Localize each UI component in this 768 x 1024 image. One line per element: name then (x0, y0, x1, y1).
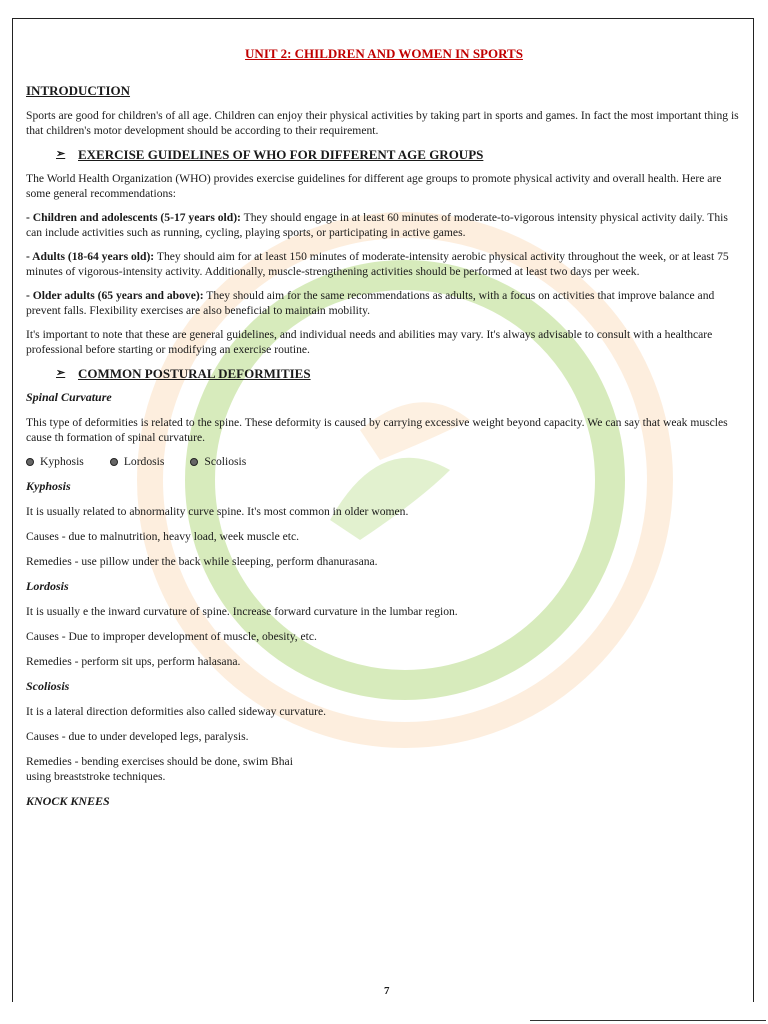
spinal-heading: Spinal Curvature (26, 390, 112, 404)
lordosis-description: It is usually e the inward curvature of spine. Increase forward curvature in the lumbar region. (26, 605, 458, 618)
who-heading-text: EXERCISE GUIDELINES OF WHO FOR DIFFERENT AGE GROUPS (78, 147, 484, 162)
who-adults (26, 249, 742, 279)
bullet-dot-icon (190, 458, 198, 466)
spinal-text: This type of deformities is related to the spine. These deformity is caused by carrying excessive weight beyond capacity. We can say that weak muscles cause th formation of spinal curvature. (26, 416, 728, 444)
list-item: Scoliosis (190, 454, 246, 469)
list-item: Kyphosis (26, 454, 84, 469)
kyphosis-heading: Kyphosis (26, 479, 71, 493)
scoliosis-causes: Causes - due to under developed legs, paralysis. (26, 730, 249, 743)
who-older-text: They should aim for the same recommendations as adults, with a focus on activities that improve balance and prevent falls. Flexibility exercises are also beneficial to maintain mobility. (26, 289, 715, 317)
arrow-bullet-icon: ➢ (56, 148, 66, 160)
who-adults-label: - Adults (18-64 years old): (26, 250, 155, 263)
scoliosis-remedies (26, 754, 742, 784)
postural-heading (56, 366, 742, 381)
arrow-bullet-icon: ➢ (56, 367, 66, 379)
lordosis-remedies: Remedies - perform sit ups, perform halasana. (26, 655, 241, 668)
who-intro: The World Health Organization (WHO) provides exercise guidelines for different age groups to promote physical activity and overall health. Here are some general recommendations: (26, 172, 722, 200)
unit-title: UNIT 2: CHILDREN AND WOMEN IN SPORTS (245, 46, 523, 61)
introduction-heading: INTRODUCTION (26, 83, 131, 98)
bullet-dot-icon (110, 458, 118, 466)
lordosis-causes: Causes - Due to improper development of muscle, obesity, etc. (26, 630, 317, 643)
who-heading (56, 147, 742, 162)
bottom-divider (530, 1020, 766, 1021)
kyphosis-remedies: Remedies - use pillow under the back while sleeping, perform dhanurasana. (26, 555, 378, 568)
scoliosis-remedies-line2: using breaststroke techniques. (26, 770, 166, 783)
postural-heading-text: COMMON POSTURAL DEFORMITIES (78, 366, 311, 381)
scoliosis-heading: Scoliosis (26, 679, 70, 693)
kyphosis-causes: Causes - due to malnutrition, heavy load, week muscle etc. (26, 530, 300, 543)
who-older-label: - Older adults (65 years and above): (26, 289, 204, 302)
who-children (26, 210, 742, 240)
deformity-bullet-list (26, 454, 742, 469)
scoliosis-remedies-line1: Remedies - bending exercises should be done, swim Bhai (26, 755, 293, 768)
who-children-text: They should engage in at least 60 minutes of moderate-to-vigorous intensity physical activity daily. This can include activities such as running, cycling, playing sports, or participating in active games. (26, 211, 728, 239)
scoliosis-description: It is a lateral direction deformities also called sideway curvature. (26, 705, 327, 718)
kyphosis-description: It is usually related to abnormality curve spine. It's most common in older women. (26, 505, 409, 518)
who-children-label: - Children and adolescents (5-17 years old): (26, 211, 241, 224)
who-adults-text: They should aim for at least 150 minutes of moderate-intensity aerobic physical activity throughout the week, or at least 75 minutes of vigorous-intensity activity. Additionally, muscle-strengthening activities should be performed at least two days per week. (26, 250, 729, 278)
lordosis-heading: Lordosis (26, 579, 69, 593)
bullet-dot-icon (26, 458, 34, 466)
knock-knees-heading: KNOCK KNEES (26, 794, 110, 808)
list-item: Lordosis (110, 454, 165, 469)
introduction-text: Sports are good for children's of all age. Children can enjoy their physical activities by taking part in sports and games. In fact the most important thing is that children's motor development should be according to their requirement. (26, 109, 739, 137)
document-body (26, 46, 742, 819)
page-number: 7 (384, 985, 390, 997)
who-note: It's important to note that these are general guidelines, and individual needs and abilities may vary. It's always advisable to consult with a healthcare professional before starting or modifying an exercise routine. (26, 328, 713, 356)
who-older (26, 288, 742, 318)
